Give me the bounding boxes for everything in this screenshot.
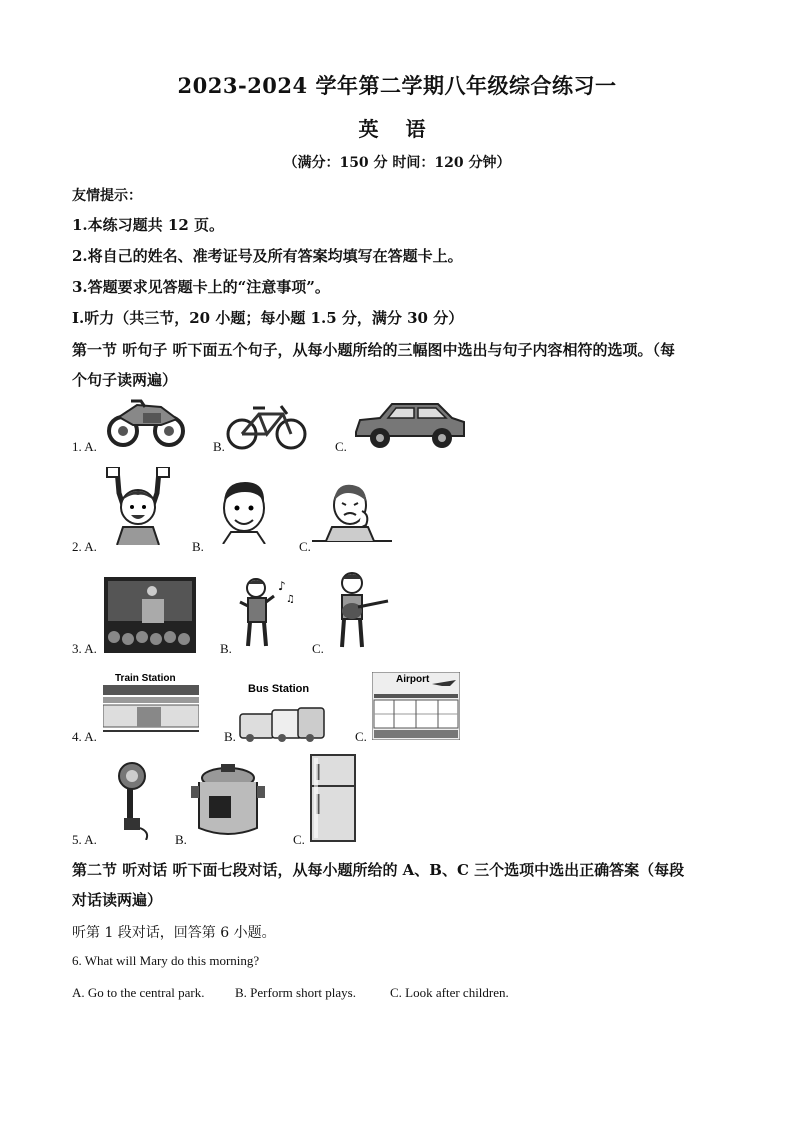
q2-label-a: 2. A. bbox=[72, 539, 97, 554]
q3-label-b: B. bbox=[220, 641, 232, 656]
exam-title: 2023-2024 学年第二学期八年级综合练习一 bbox=[177, 73, 617, 98]
bus-station-sign: Bus Station bbox=[248, 683, 310, 695]
tip-item-1: 1.本练习题共 12 页。 bbox=[72, 216, 224, 234]
svg-text:♫: ♫ bbox=[286, 594, 295, 605]
part2-heading-line1: 第二节 听对话 听下面七段对话，从每小题所给的 A、B、C 三个选项中选出正确答案（每段 bbox=[72, 861, 685, 879]
train-station-sign: Train Station bbox=[115, 673, 176, 684]
excited-boy-icon bbox=[103, 467, 173, 545]
tips-heading: 友情提示： bbox=[72, 188, 142, 204]
dialogue-instruction: 听第 1 段对话，回答第 6 小题。 bbox=[72, 925, 276, 941]
q5-label-c: C. bbox=[293, 832, 305, 847]
hair-dryer-icon bbox=[110, 762, 158, 840]
worried-boy-icon bbox=[312, 481, 392, 543]
option-b: B. Perform short plays. bbox=[235, 985, 356, 1000]
part1-heading-line1: 第一节 听句子 听下面五个句子，从每小题所给的三幅图中选出与句子内容相符的选项。（每 bbox=[72, 341, 675, 359]
q1-label-c: C. bbox=[335, 439, 347, 454]
airport-icon bbox=[372, 672, 460, 740]
question-6: 6. What will Mary do this morning? bbox=[72, 953, 260, 968]
bus-station-icon bbox=[236, 680, 326, 744]
rice-cooker-icon bbox=[191, 764, 265, 840]
part1-heading-line2: 个句子读两遍） bbox=[72, 371, 178, 389]
subject-title: 英 语 bbox=[358, 117, 436, 141]
q3-label-c: C. bbox=[312, 641, 324, 656]
section1-heading: I.听力（共三节，20 小题；每小题 1.5 分，满分 30 分） bbox=[72, 309, 464, 327]
refrigerator-icon bbox=[310, 754, 356, 842]
q2-label-c: C. bbox=[299, 539, 311, 554]
tip-item-3: 3.答题要求见答题卡上的“注意事项”。 bbox=[72, 278, 330, 296]
bicycle-icon bbox=[225, 400, 309, 452]
part2-heading-line2: 对话读两遍） bbox=[72, 891, 163, 909]
q2-label-b: B. bbox=[192, 539, 204, 554]
q4-label-c: C. bbox=[355, 729, 367, 744]
airport-sign: Airport bbox=[396, 674, 430, 685]
q1-label-a: 1. A. bbox=[72, 439, 97, 454]
svg-text:♪: ♪ bbox=[278, 579, 286, 593]
train-station-icon bbox=[103, 671, 199, 737]
q1-label-b: B. bbox=[213, 439, 225, 454]
guitar-player-icon bbox=[330, 571, 392, 649]
singing-boy-icon bbox=[234, 576, 296, 648]
q5-label-a: 5. A. bbox=[72, 832, 97, 847]
score-time: （满分：150 分 时间：120 分钟） bbox=[283, 155, 511, 171]
q4-label-b: B. bbox=[224, 729, 236, 744]
q4-label-a: 4. A. bbox=[72, 729, 97, 744]
q5-label-b: B. bbox=[175, 832, 187, 847]
speech-stage-icon bbox=[104, 577, 196, 653]
smiling-boy-icon bbox=[215, 478, 273, 544]
option-a: A. Go to the central park. bbox=[72, 985, 205, 1000]
option-c: C. Look after children. bbox=[390, 985, 509, 1000]
car-icon bbox=[352, 400, 468, 450]
motorcycle-icon bbox=[103, 397, 189, 449]
q3-label-a: 3. A. bbox=[72, 641, 97, 656]
tip-item-2: 2.将自己的姓名、准考证号及所有答案均填写在答题卡上。 bbox=[72, 247, 463, 265]
